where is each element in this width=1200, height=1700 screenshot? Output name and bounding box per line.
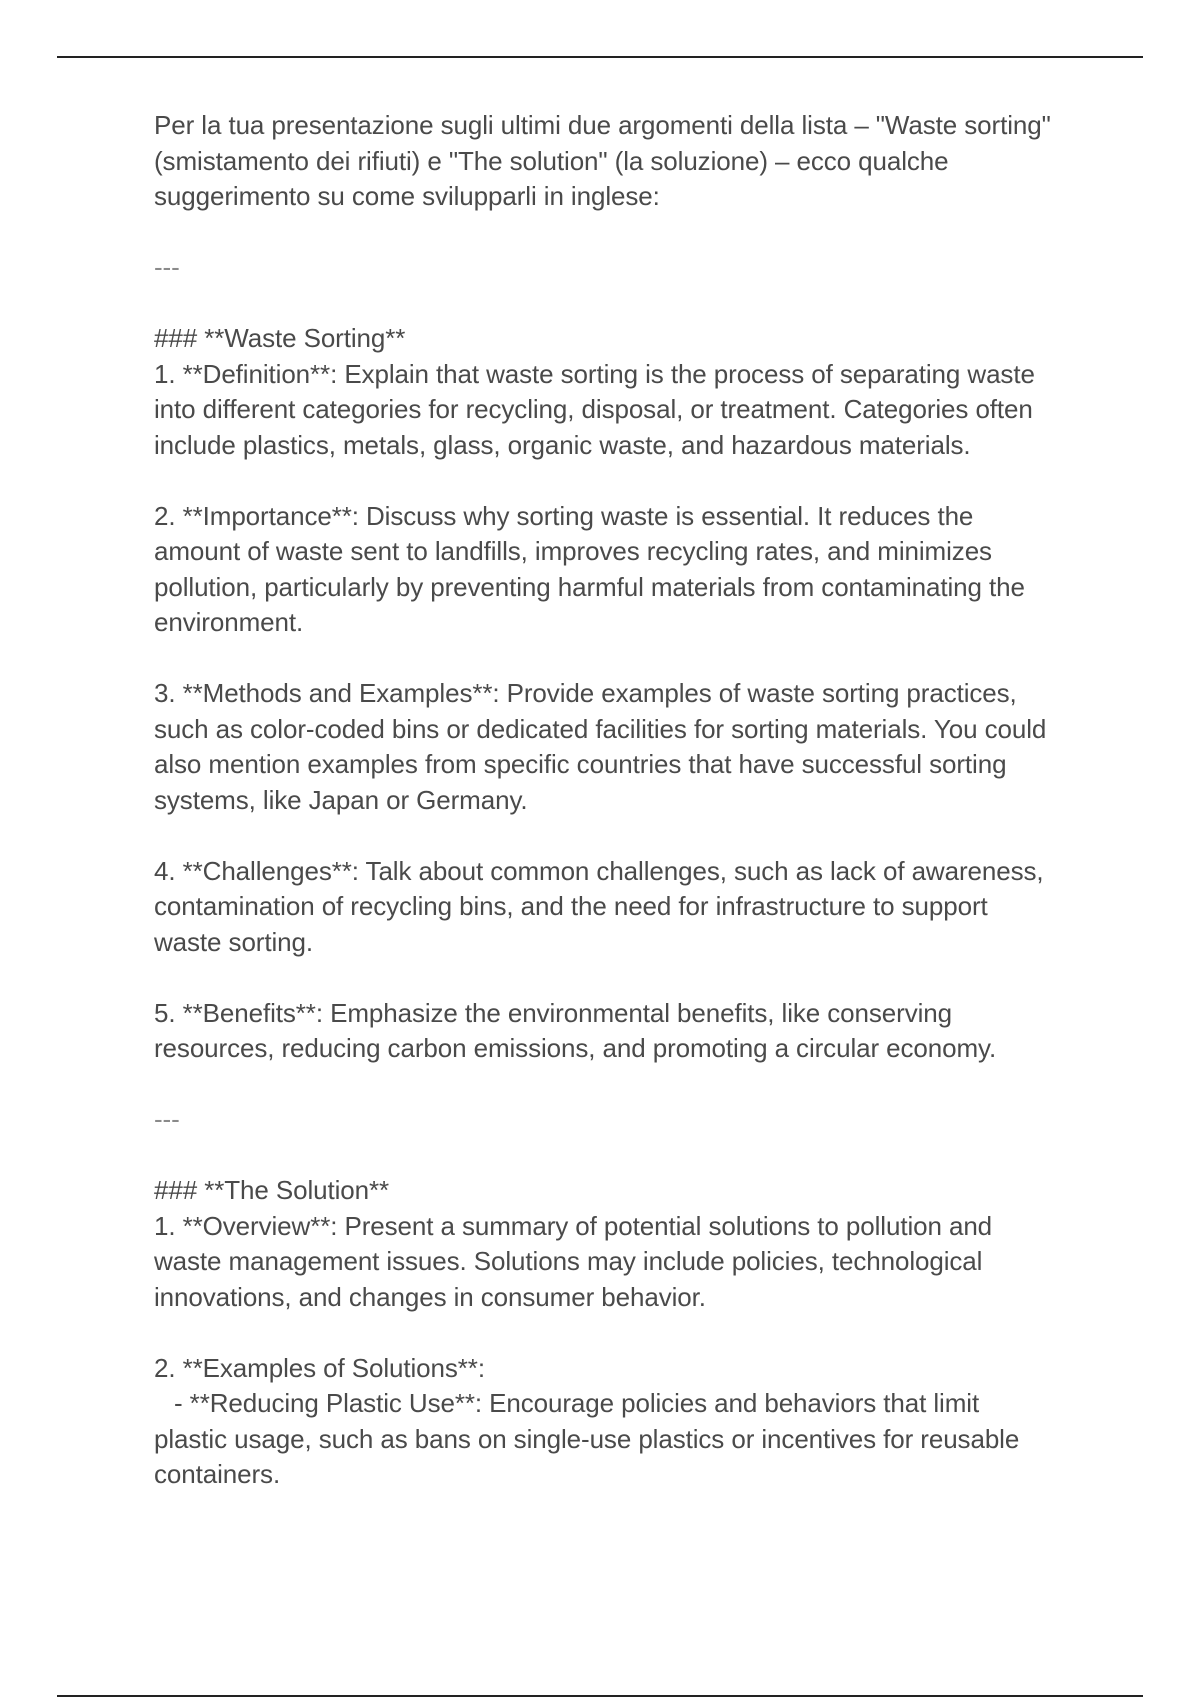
solution-example-1-text: - **Reducing Plastic Use**: Encourage policies and behaviors that limit plastic usage, such as bans on single-use plastics or incentives for reusable containers. xyxy=(154,1388,1020,1489)
waste-sorting-item-3: 3. **Methods and Examples**: Provide examples of waste sorting practices, such as color-coded bins or dedicated facilities for sorting materials. You could also mention examples from specific countries that have successful sorting systems, like Japan or Germany. xyxy=(154,678,1047,815)
solution-examples-label: 2. **Examples of Solutions**: xyxy=(154,1352,485,1383)
waste-sorting-item-2: 2. **Importance**: Discuss why sorting waste is essential. It reduces the amount of waste sent to landfills, improves recycling rates, and minimizes pollution, particularly by preventing harmful materials from contaminating the environment. xyxy=(154,500,1025,637)
top-rule xyxy=(57,56,1143,58)
solution-example-1 xyxy=(154,1386,1054,1493)
bottom-rule xyxy=(57,1695,1143,1697)
separator-1: --- xyxy=(154,252,180,282)
separator-2: --- xyxy=(154,1104,180,1134)
document-body xyxy=(154,108,1058,1493)
intro-paragraph: Per la tua presentazione sugli ultimi due argomenti della lista – "Waste sorting" (smistamento dei rifiuti) e "The solution" (la soluzione) – ecco qualche suggerimento su come svilupparli in inglese: xyxy=(154,110,1058,211)
waste-sorting-item-4: 4. **Challenges**: Talk about common challenges, such as lack of awareness, contamination of recycling bins, and the need for infrastructure to support waste sorting. xyxy=(154,855,1044,957)
solution-heading: ### **The Solution** xyxy=(154,1175,390,1205)
waste-sorting-item-1: 1. **Definition**: Explain that waste sorting is the process of separating waste into different categories for recycling, disposal, or treatment. Categories often include plastics, metals, glass, organic waste, and hazardous materials. xyxy=(154,358,1035,460)
solution-item-1: 1. **Overview**: Present a summary of potential solutions to pollution and waste management issues. Solutions may include policies, technological innovations, and changes in consumer behavior. xyxy=(154,1210,993,1312)
waste-sorting-item-5: 5. **Benefits**: Emphasize the environmental benefits, like conserving resources, reducing carbon emissions, and promoting a circular economy. xyxy=(154,997,997,1063)
waste-sorting-heading: ### **Waste Sorting** xyxy=(154,323,406,353)
